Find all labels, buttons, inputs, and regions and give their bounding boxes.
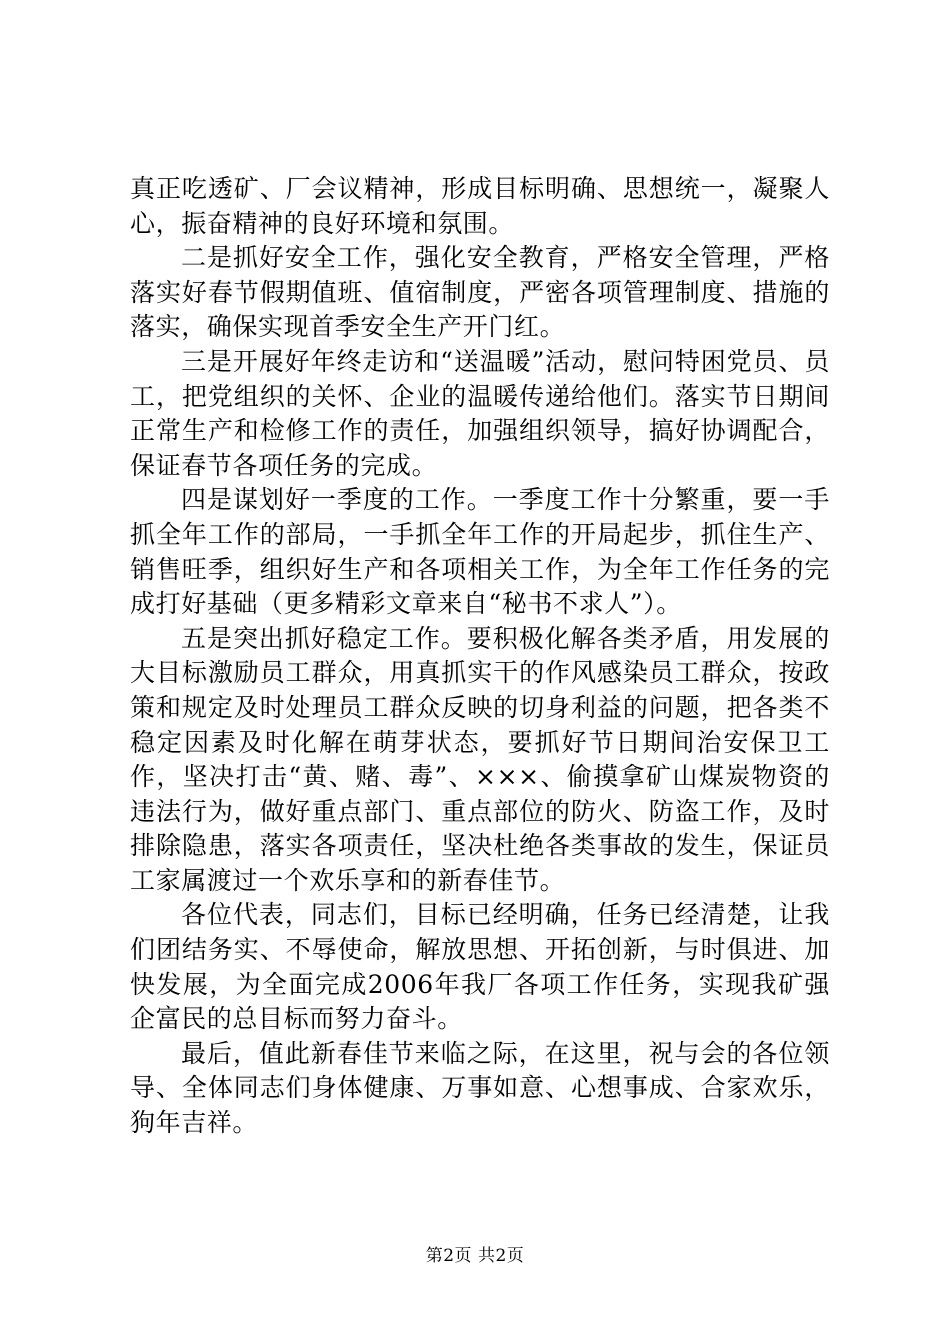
paragraph-call-to-action: 各位代表，同志们，目标已经明确，任务已经清楚，让我们团结务实、不辱使命，解放思想、开拓创新，与时俱进、加快发展，为全面完成2006年我厂各项工作任务，实现我矿强企富民的总目标而努力奋斗。: [130, 900, 830, 1034]
paragraph-warmth-visits: 三是开展好年终走访和“送温暖”活动，慰问特困党员、员工，把党组织的关怀、企业的温暖传递给他们。落实节日期间正常生产和检修工作的责任，加强组织领导，搞好协调配合，保证春节各项任务的完成。: [130, 346, 830, 480]
paragraph-safety-work: 二是抓好安全工作，强化安全教育，严格安全管理，严格落实好春节假期值班、值宿制度，严密各项管理制度、措施的落实，确保实现首季安全生产开门红。: [130, 243, 830, 342]
paragraph-stability-work: 五是突出抓好稳定工作。要积极化解各类矛盾，用发展的大目标激励员工群众，用真抓实干的作风感染员工群众，按政策和规定及时处理员工群众反映的切身利益的问题，把各类不稳定因素及时化解在萌芽状态，要抓好节日期间治安保卫工作，坚决打击“黄、赌、毒”、×××、偷摸拿矿山煤炭物资的违法行为，做好重点部门、重点部位的防火、防盗工作，及时排除隐患，落实各项责任，坚决杜绝各类事故的发生，保证员工家属渡过一个欢乐享和的新春佳节。: [130, 623, 830, 895]
paragraph-first-quarter: 四是谋划好一季度的工作。一季度工作十分繁重，要一手抓全年工作的部局，一手抓全年工作的开局起步，抓住生产、销售旺季，组织好生产和各项相关工作，为全年工作任务的完成打好基础（更多精彩文章来自“秘书不求人”）。: [130, 485, 830, 619]
page-number-footer: 第2页 共2页: [425, 1246, 525, 1266]
document-body: [130, 172, 830, 1141]
paragraph-closing-wishes: 最后，值此新春佳节来临之际，在这里，祝与会的各位领导、全体同志们身体健康、万事如意、心想事成、合家欢乐，狗年吉祥。: [130, 1038, 830, 1138]
paragraph-continuation: 真正吃透矿、厂会议精神，形成目标明确、思想统一，凝聚人心，振奋精神的良好环境和氛围。: [130, 174, 830, 238]
